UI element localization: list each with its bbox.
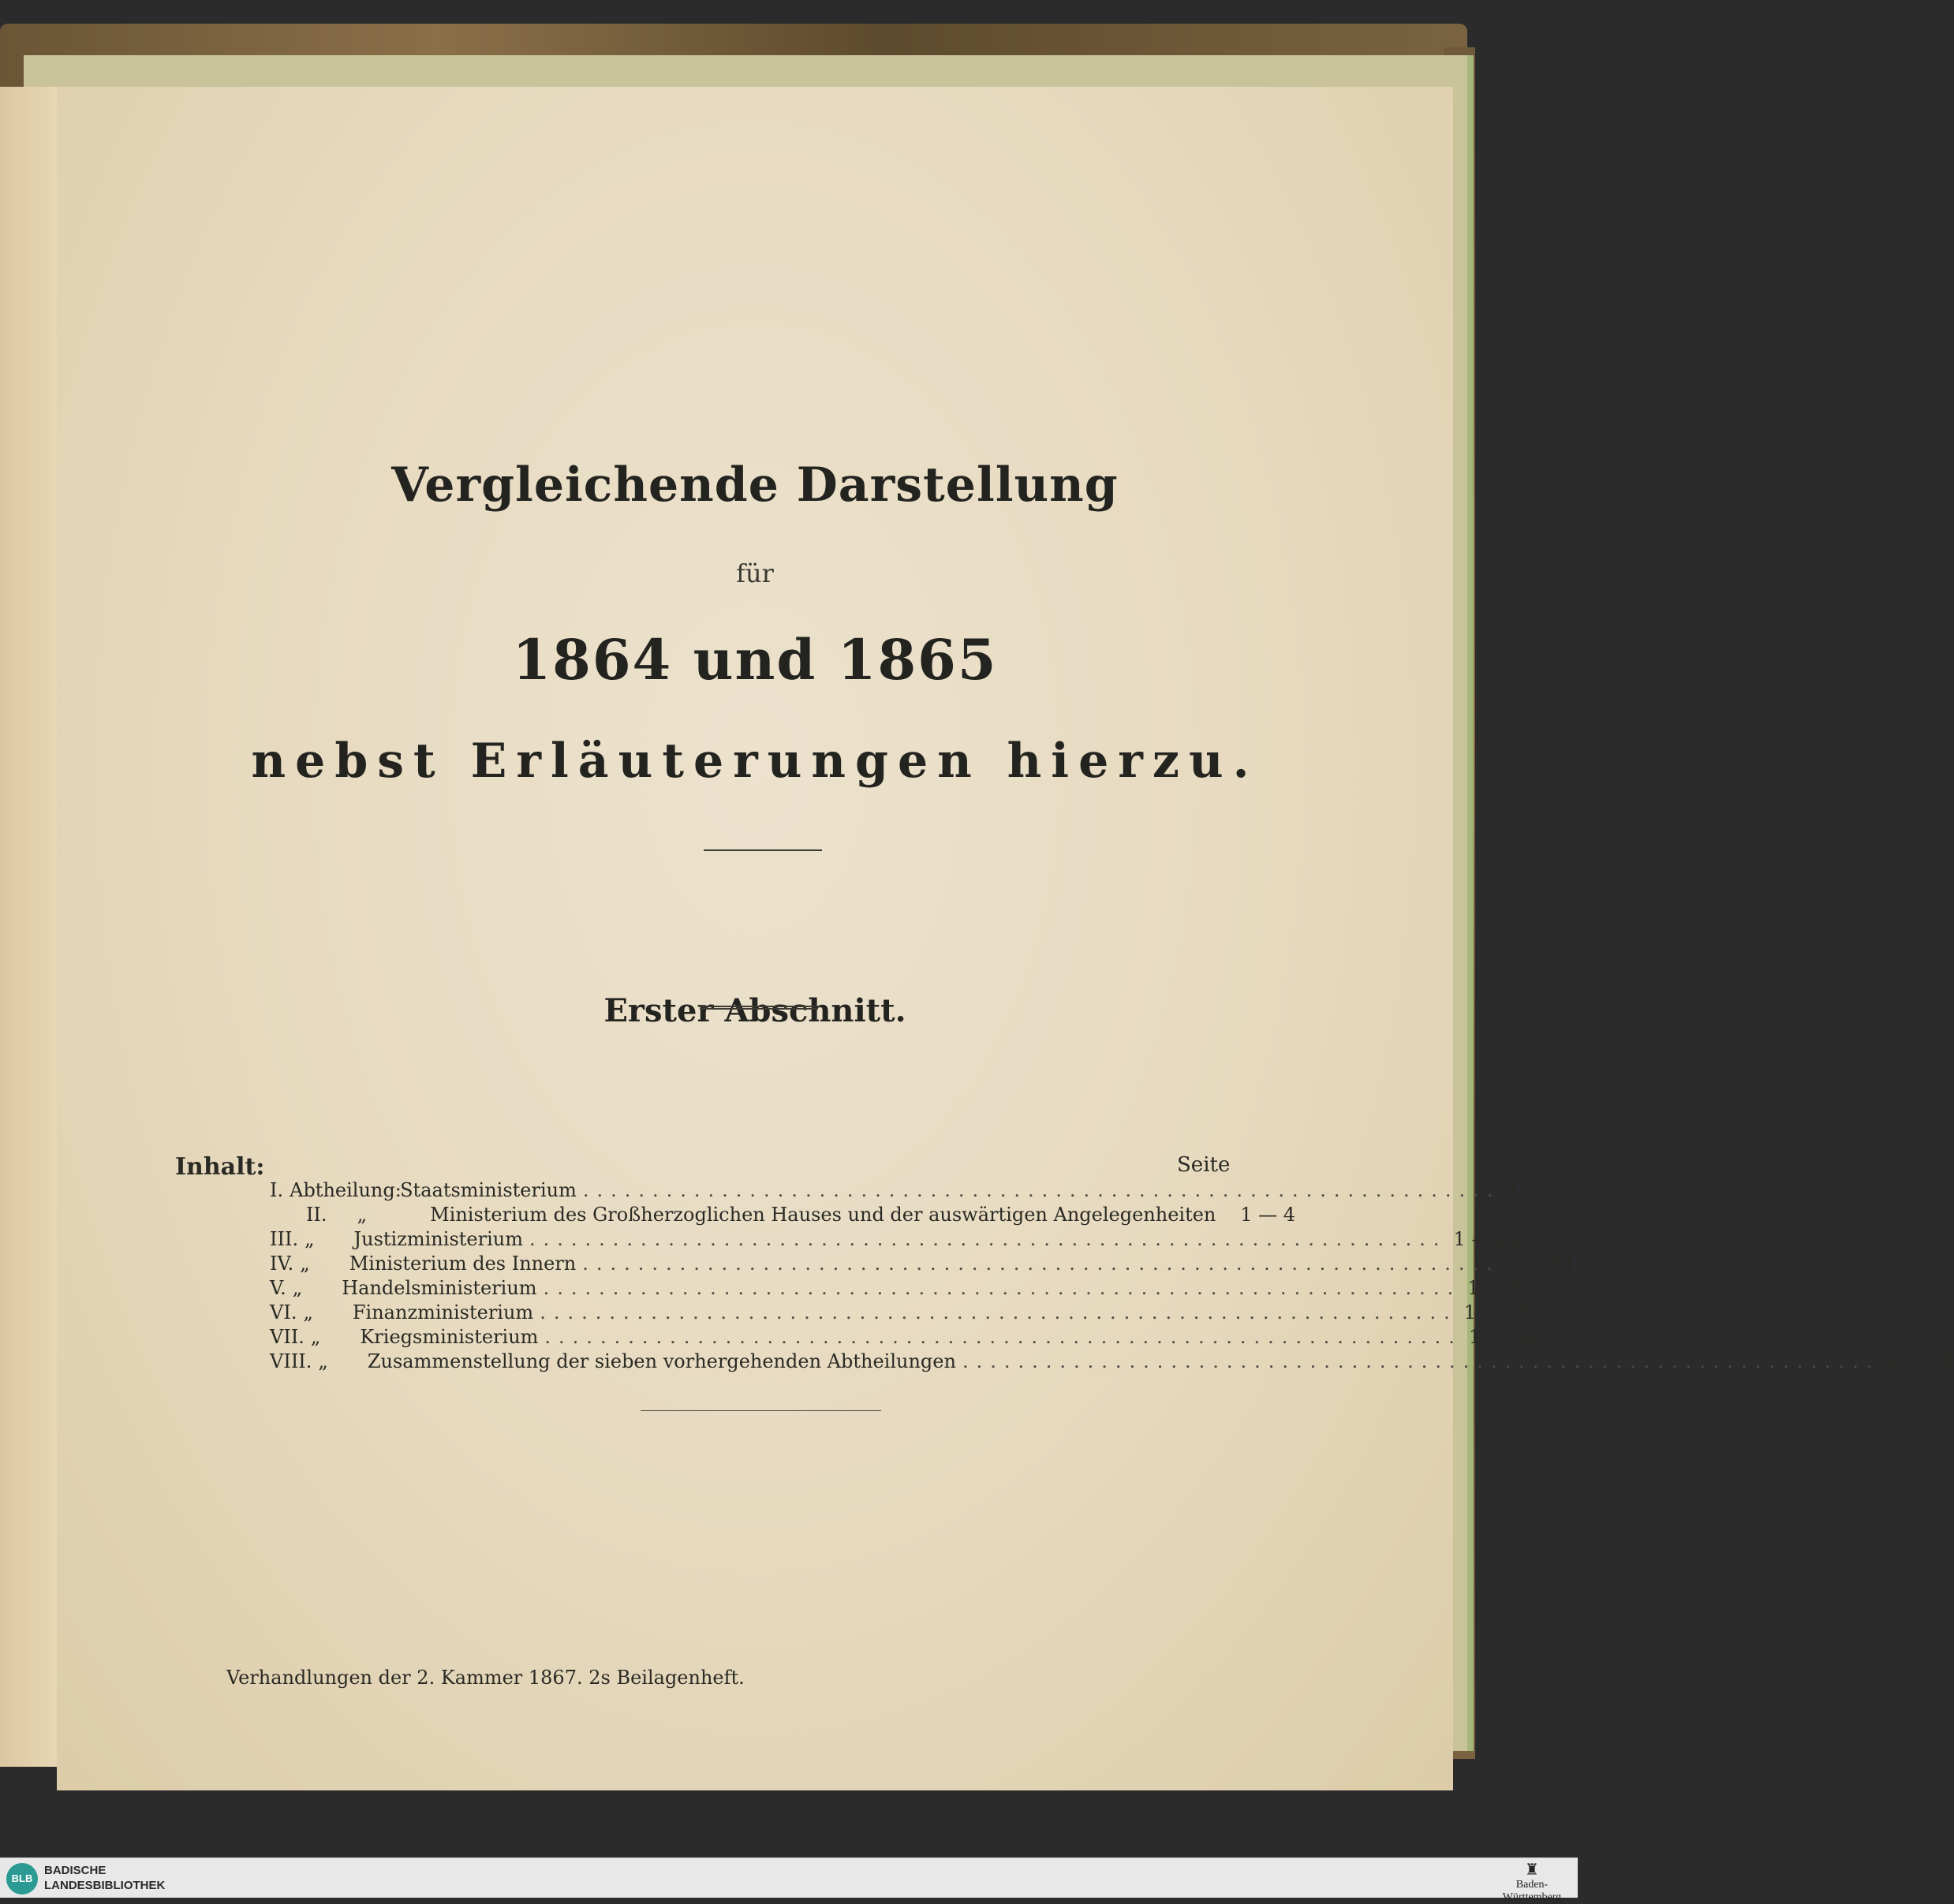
toc-number: III.	[270, 1228, 299, 1250]
toc-number: I.	[270, 1179, 284, 1201]
toc-leader-dots: ..................................................................	[543, 1277, 1462, 1299]
title-main: Vergleichende Darstellung	[391, 457, 1119, 513]
library-name	[44, 1863, 165, 1893]
toc-number: VI.	[270, 1301, 297, 1323]
toc-leader-dots: ..................................................................	[540, 1301, 1458, 1323]
toc-row	[270, 1326, 1537, 1350]
toc-separator: „	[310, 1326, 321, 1348]
toc-pages: 1 — 12	[1886, 1350, 1954, 1372]
toc-row	[270, 1228, 1521, 1253]
toc-title: Ministerium des Innern	[349, 1253, 577, 1275]
section-title: Erster Abschnitt.	[603, 992, 906, 1029]
toc-number: V.	[270, 1277, 286, 1299]
toc-title: Handelsministerium	[342, 1277, 537, 1299]
toc-separator: „	[318, 1350, 328, 1372]
library-name-line1: BADISCHE	[44, 1864, 106, 1877]
toc-pages: 1 — 95	[1463, 1301, 1531, 1323]
table-of-contents	[270, 1179, 1954, 1375]
blb-logo[interactable]: BLB	[6, 1863, 38, 1895]
closing-rule	[641, 1410, 881, 1411]
toc-separator: „	[292, 1277, 303, 1299]
library-name-line2: LANDESBIBLIOTHEK	[44, 1879, 166, 1892]
viewer-bottom-bar	[0, 1857, 1578, 1903]
toc-pages: 1 — 7	[1507, 1179, 1563, 1201]
toc-row	[270, 1350, 1954, 1375]
toc-leader-dots: ..................................................................	[544, 1326, 1463, 1348]
toc-number: IV.	[270, 1253, 294, 1275]
toc-page-header: Seite	[1177, 1153, 1231, 1177]
toc-leader-dots: ..................................................................	[582, 1253, 1500, 1275]
toc-leader-dots: ..................................................................	[582, 1179, 1501, 1201]
toc-separator: „	[304, 1228, 315, 1250]
toc-title: Ministerium des Großherzoglichen Hauses und der auswärtigen Angelegenheiten	[430, 1204, 1216, 1226]
toc-pages: 1 — 54	[1506, 1253, 1574, 1275]
toc-row	[270, 1253, 1574, 1277]
toc-pages: 1 — 4	[1240, 1204, 1295, 1226]
toc-leader-dots: ..................................................................	[962, 1350, 1881, 1372]
toc-title: Kriegsministerium	[360, 1326, 539, 1348]
toc-separator: „	[357, 1204, 368, 1226]
toc-title: Justizministerium	[353, 1228, 523, 1250]
double-divider-rule	[700, 1006, 818, 1013]
footer-note: Verhandlungen der 2. Kammer 1867. 2s Beilagenheft.	[226, 1667, 745, 1689]
title-subtitle: nebst Erläuterungen hierzu.	[251, 734, 1259, 789]
toc-label: Inhalt:	[175, 1153, 265, 1181]
toc-title: Finanzministerium	[352, 1301, 534, 1323]
toc-number: VIII.	[270, 1350, 312, 1372]
toc-row	[270, 1204, 1295, 1228]
toc-separator: Abtheilung:	[290, 1179, 402, 1201]
toc-separator: „	[300, 1253, 310, 1275]
toc-number: VII.	[270, 1326, 304, 1348]
toc-title: Staatsministerium	[400, 1179, 577, 1201]
toc-row	[270, 1277, 1535, 1301]
toc-pages: 1 — 34	[1468, 1326, 1537, 1348]
toc-row	[270, 1301, 1531, 1326]
toc-row	[270, 1179, 1563, 1204]
toc-leader-dots: ..................................................................	[529, 1228, 1448, 1250]
scanned-page	[57, 87, 1954, 1790]
partner-name: Baden-Württemberg	[1502, 1879, 1562, 1903]
toc-separator: „	[303, 1301, 313, 1323]
toc-pages: 1 — 32	[1467, 1277, 1535, 1299]
title-years: 1864 und 1865	[512, 627, 998, 693]
title-fuer: für	[736, 558, 774, 588]
divider-rule	[704, 849, 822, 851]
partner-logo[interactable]	[1493, 1861, 1571, 1904]
toc-pages: 1 — 22	[1453, 1228, 1521, 1250]
coat-of-arms-icon: ♜	[1525, 1861, 1539, 1879]
left-page-edge	[0, 87, 58, 1767]
toc-title: Zusammenstellung der sieben vorhergehenden Abtheilungen	[367, 1350, 956, 1372]
toc-number: II.	[305, 1204, 327, 1226]
